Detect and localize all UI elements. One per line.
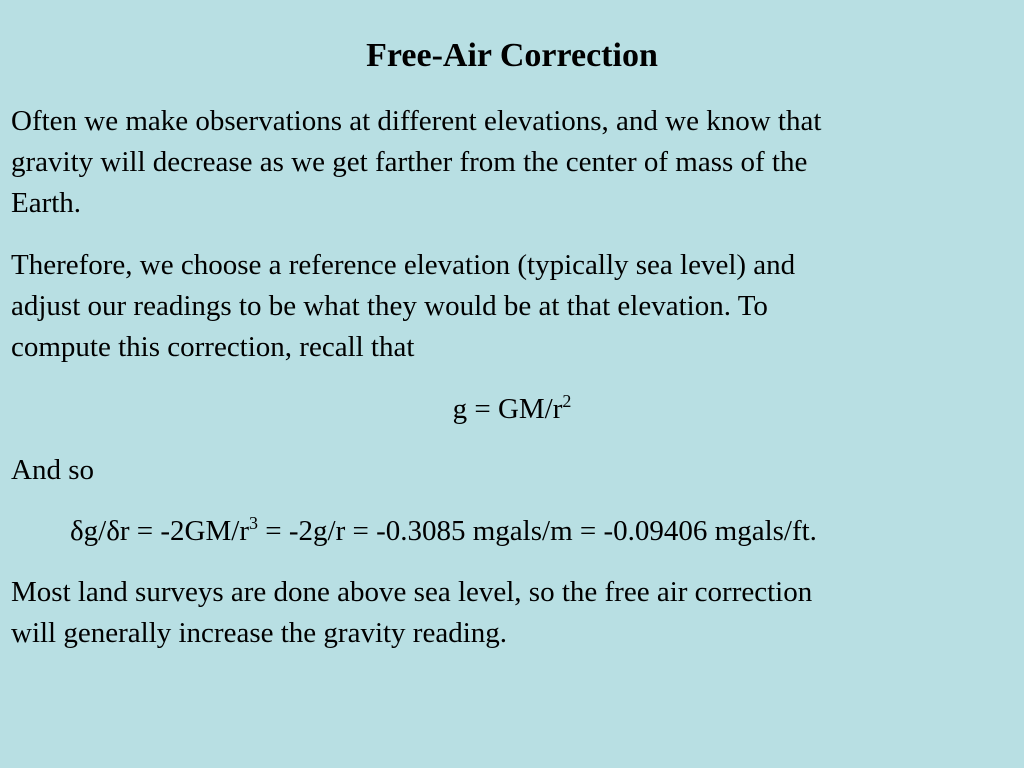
paragraph-line: Most land surveys are done above sea level, so the free air correction [11,576,813,608]
paragraph-line: Therefore, we choose a reference elevation (typically sea level) and [11,249,796,281]
paragraph-reference-elevation [11,245,1011,368]
gravity-equation-exponent: 2 [562,391,572,411]
gradient-equation [70,511,817,552]
paragraph-land-surveys [11,572,1011,654]
gradient-equation-part1: δg/δr = -2GM/r [70,515,249,547]
paragraph-line: compute this correction, recall that [11,331,415,363]
paragraph-line: gravity will decrease as we get farther from the center of mass of the [11,146,808,178]
paragraph-elevations [11,101,1011,224]
gravity-equation [0,389,1024,430]
paragraph-line: adjust our readings to be what they would be at that elevation. To [11,290,768,322]
gravity-equation-main: g = GM/r [452,393,563,425]
paragraph-line: will generally increase the gravity reading. [11,617,508,649]
paragraph-and-so [11,450,1011,491]
paragraph-line: Earth. [11,187,82,219]
gradient-equation-part2: = -2g/r = -0.3085 mgals/m = -0.09406 mgals/ft. [258,515,817,547]
paragraph-line: And so [11,454,94,486]
paragraph-line: Often we make observations at different elevations, and we know that [11,105,822,137]
gradient-equation-exponent: 3 [249,513,258,533]
slide-title: Free-Air Correction [366,37,658,74]
